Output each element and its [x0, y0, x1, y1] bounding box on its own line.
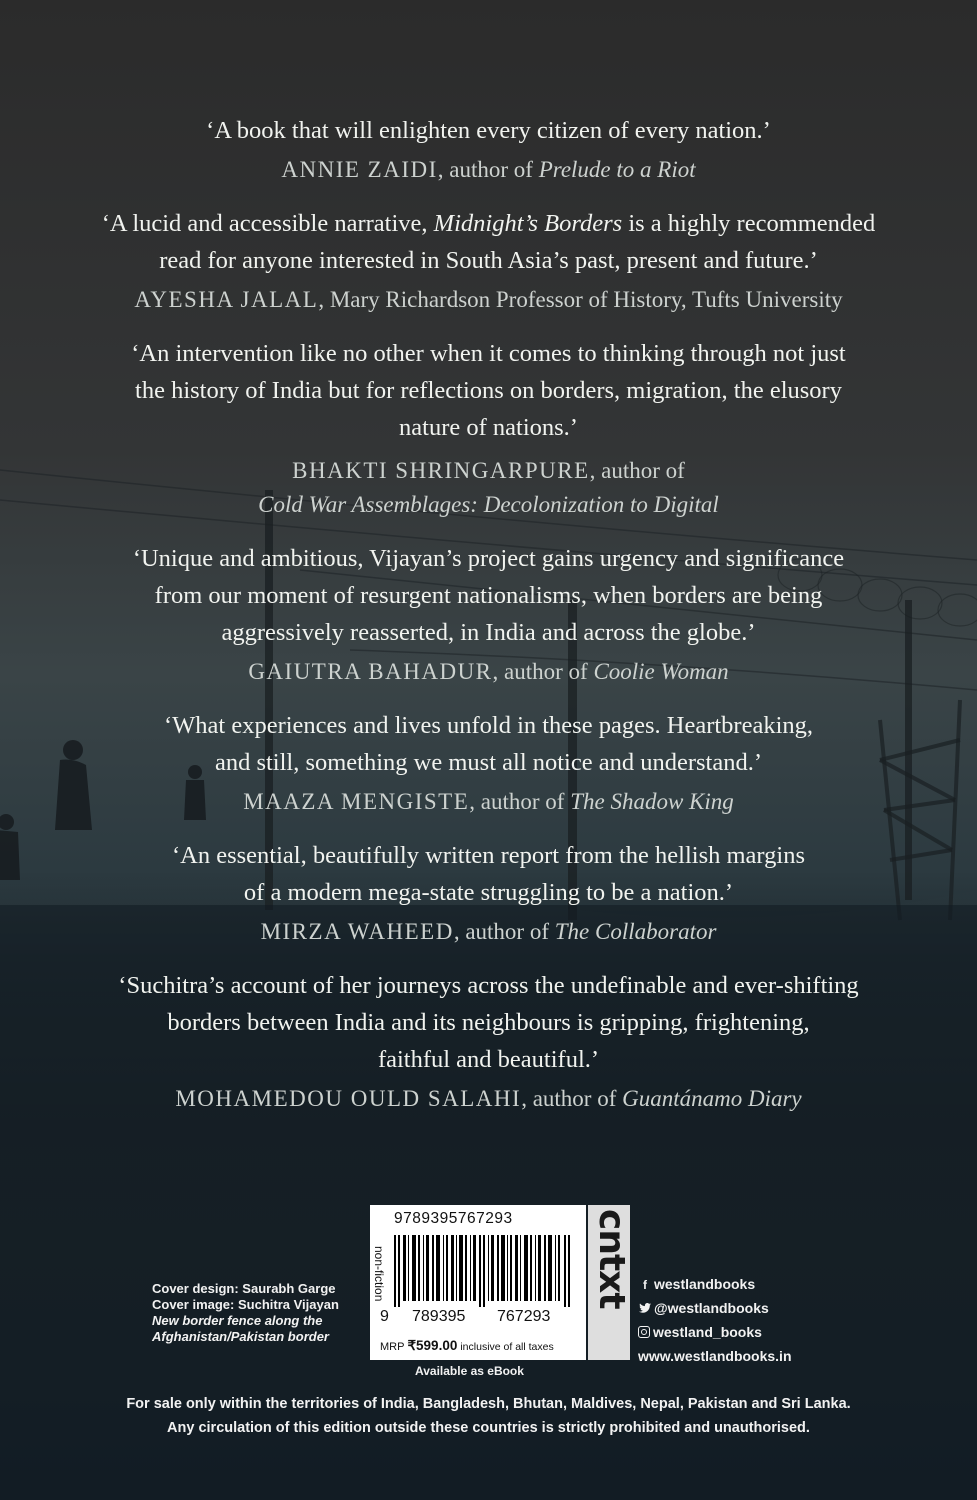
endorsement-quote: [0, 540, 977, 689]
facebook-handle: westlandbooks: [654, 1276, 756, 1292]
endorsement-quote: [0, 205, 977, 317]
quote-author: MOHAMEDOU OULD SALAHI: [175, 1086, 522, 1111]
instagram-handle: westland_books: [653, 1324, 762, 1340]
endorsement-quote: [0, 335, 977, 522]
mrp-label: MRP: [380, 1341, 405, 1353]
quote-author: GAIUTRA BAHADUR: [248, 659, 493, 684]
quote-text: ‘An essential, beautifully written report from the hellish margins: [172, 842, 805, 869]
quote-text-part: is a highly recommended: [622, 210, 876, 237]
quote-work-title: Cold War Assemblages: Decolonization to Digital: [258, 492, 719, 517]
quote-text: read for anyone interested in South Asia’s past, present and future.’: [159, 247, 818, 274]
twitter-link[interactable]: [638, 1296, 792, 1320]
website-url: www.westlandbooks.in: [638, 1348, 792, 1364]
quote-text: borders between India and its neighbours is gripping, frightening,: [167, 1009, 810, 1036]
price-line: [380, 1337, 554, 1355]
quote-role: , author of: [469, 789, 571, 814]
quote-role: , author of: [589, 458, 685, 483]
quote-work-title: Guantánamo Diary: [622, 1086, 802, 1111]
quote-attribution: [0, 655, 977, 689]
quote-attribution: [0, 1082, 977, 1116]
barcode: [394, 1235, 574, 1307]
quote-role: , author of: [437, 157, 539, 182]
barcode-group-left: 789395: [412, 1308, 466, 1325]
quote-attribution: [0, 153, 977, 187]
endorsement-quote: [0, 112, 977, 187]
quote-role: , author of: [492, 659, 594, 684]
quote-text: ‘An intervention like no other when it comes to thinking through not just: [131, 340, 846, 367]
quote-work-title: Prelude to a Riot: [538, 157, 696, 182]
sale-territory-notice: [0, 1392, 977, 1440]
quote-work-title: The Collaborator: [554, 919, 717, 944]
publisher-logo: [588, 1205, 630, 1360]
quote-text: nature of nations.’: [399, 414, 578, 441]
twitter-handle: @westlandbooks: [654, 1300, 769, 1316]
cover-image-caption: Afghanistan/Pakistan border: [152, 1329, 329, 1344]
quote-text: aggressively reasserted, in India and across the globe.’: [221, 619, 756, 646]
endorsement-quote: [0, 707, 977, 819]
quote-attribution: [0, 785, 977, 819]
quote-text: ‘A book that will enlighten every citizen of every nation.’: [206, 117, 771, 144]
cover-credits: [152, 1281, 339, 1345]
quote-author: AYESHA JALAL: [134, 287, 319, 312]
quote-attribution: [0, 454, 977, 488]
quote-attribution: [0, 915, 977, 949]
sale-notice-line: For sale only within the territories of India, Bangladesh, Bhutan, Maldives, Nepal, Pakistan and Sri Lanka.: [126, 1396, 851, 1412]
instagram-link[interactable]: [638, 1320, 792, 1344]
quote-text: the history of India but for reflections on borders, migration, the elusory: [135, 377, 842, 404]
quote-text: ‘Unique and ambitious, Vijayan’s project gains urgency and significance: [132, 545, 845, 572]
quote-role: , Mary Richardson Professor of History, Tufts University: [318, 287, 843, 312]
isbn-number: 9789395767293: [394, 1210, 513, 1227]
tax-note: inclusive of all taxes: [460, 1341, 554, 1353]
endorsement-quote: [0, 967, 977, 1116]
quote-work-line: [0, 488, 977, 522]
sale-notice-line: Any circulation of this edition outside these countries is strictly prohibited and unauthorised.: [167, 1420, 810, 1436]
quote-text: ‘What experiences and lives unfold in these pages. Heartbreaking,: [164, 712, 813, 739]
barcode-digit-first: 9: [380, 1308, 389, 1325]
facebook-link[interactable]: [638, 1272, 792, 1296]
ebook-note: Available as eBook: [415, 1364, 524, 1378]
quote-author: MAAZA MENGISTE: [243, 789, 470, 814]
quote-text: [0, 205, 977, 242]
quote-author: ANNIE ZAIDI: [281, 157, 438, 182]
facebook-icon: f: [643, 1278, 647, 1292]
publisher-logo-text: cntxt: [591, 1209, 632, 1309]
quote-role: , author of: [453, 919, 555, 944]
cover-image-caption: New border fence along the: [152, 1313, 323, 1328]
website-link[interactable]: [638, 1344, 792, 1368]
barcode-group-right: 767293: [497, 1308, 551, 1325]
twitter-icon: [638, 1297, 652, 1321]
book-title: Midnight’s Borders: [433, 210, 623, 237]
quote-text: ‘Suchitra’s account of her journeys across the undefinable and ever-shifting: [118, 972, 859, 999]
endorsement-quote: [0, 837, 977, 949]
instagram-icon: [638, 1326, 650, 1338]
quote-role: , author of: [521, 1086, 623, 1111]
cover-design-credit: Cover design: Saurabh Garge: [152, 1281, 336, 1296]
price: ₹599.00: [407, 1338, 458, 1353]
quote-text: faithful and beautiful.’: [377, 1046, 600, 1073]
quote-text-part: ‘A lucid and accessible narrative,: [101, 210, 434, 237]
quote-text: and still, something we must all notice and understand.’: [214, 749, 763, 776]
category-label: non-fiction: [372, 1246, 386, 1302]
quote-text: of a modern mega-state struggling to be a nation.’: [243, 879, 734, 906]
quote-attribution: [0, 283, 977, 317]
isbn-barcode-label: [370, 1205, 586, 1360]
publisher-social-links: [638, 1272, 792, 1368]
quote-author: MIRZA WAHEED: [260, 919, 454, 944]
quote-author: BHAKTI SHRINGARPURE: [292, 458, 590, 483]
cover-image-credit: Cover image: Suchitra Vijayan: [152, 1297, 339, 1312]
quote-work-title: The Shadow King: [570, 789, 734, 814]
endorsements: [0, 112, 977, 1116]
quote-work-title: Coolie Woman: [593, 659, 729, 684]
quote-text: from our moment of resurgent nationalisms, when borders are being: [154, 582, 823, 609]
